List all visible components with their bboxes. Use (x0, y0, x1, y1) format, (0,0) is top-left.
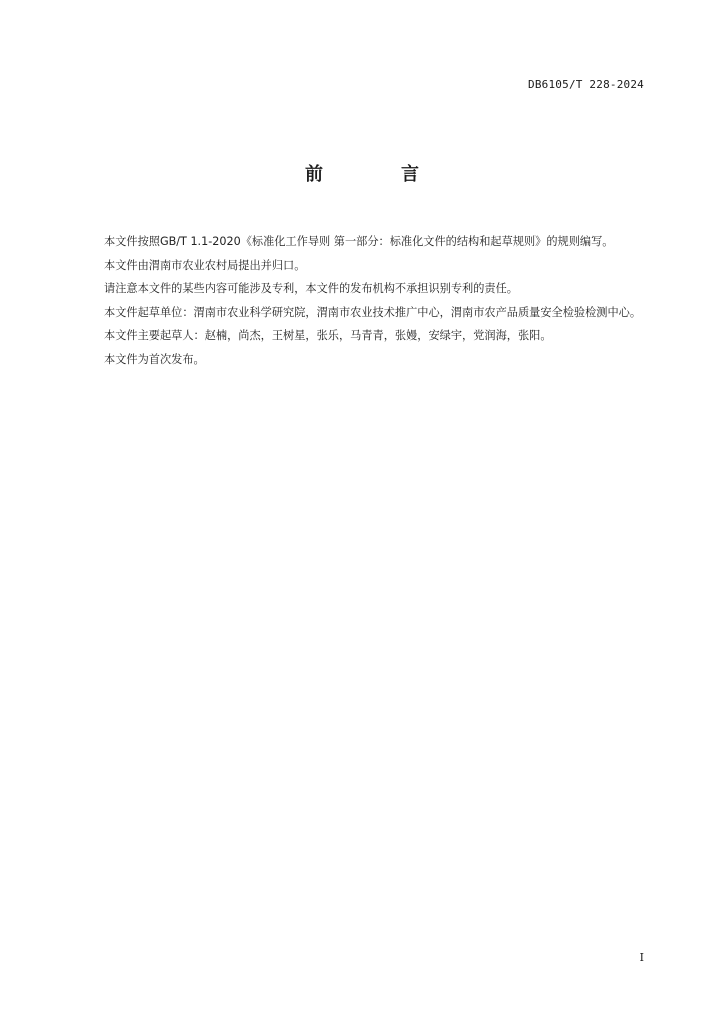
page-title: 前 言 (305, 164, 449, 185)
paragraph-drafters: 本文件主要起草人：赵楠，尚杰，王树星，张乐，马青青，张嫚，安绿宇，党润海，张阳。 (104, 329, 552, 343)
paragraph-drafting-rules: 本文件按照GB/T 1.1-2020《标准化工作导则 第一部分：标准化文件的结构和起草规则》的规则编写。 (104, 235, 614, 248)
paragraph-patent-notice: 请注意本文件的某些内容可能涉及专利，本文件的发布机构不承担识别专利的责任。 (104, 282, 518, 296)
document-code: DB6105/T 228-2024 (528, 78, 644, 91)
page-number: I (639, 951, 644, 964)
paragraph-first-release: 本文件为首次发布。 (104, 352, 205, 366)
foreword-body (80, 230, 646, 372)
paragraph-proposer: 本文件由渭南市农业农村局提出并归口。 (104, 258, 306, 272)
paragraph-drafting-units: 本文件起草单位：渭南市农业科学研究院，渭南市农业技术推广中心，渭南市农产品质量安全检验检测中心。 (104, 305, 642, 319)
